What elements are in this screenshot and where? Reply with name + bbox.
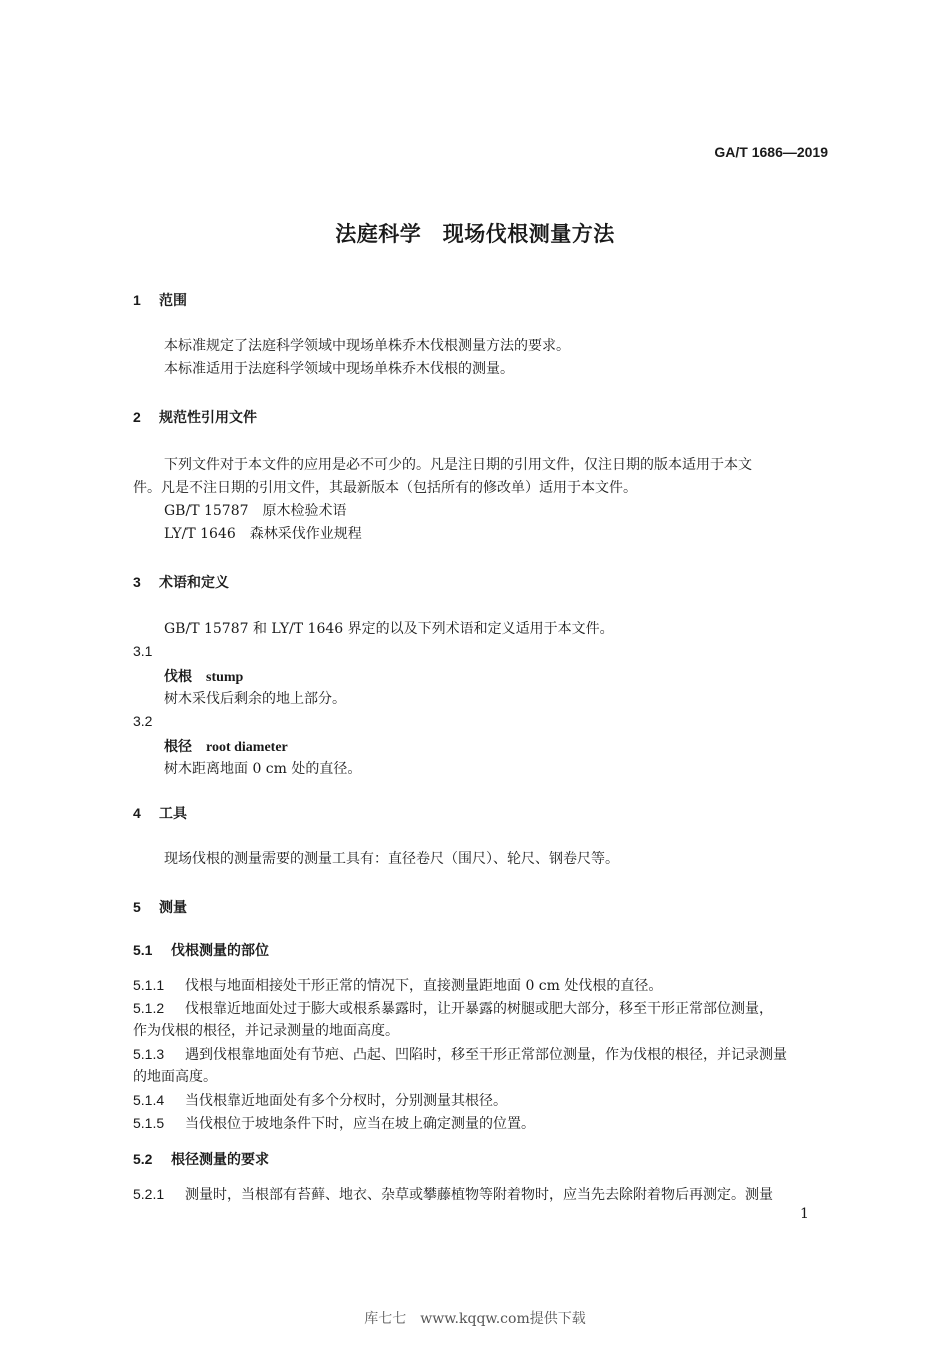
- term-zh: 根径: [164, 739, 192, 755]
- section-2-heading: [133, 407, 257, 427]
- reference-item: LY/T 1646 森林采伐作业规程: [164, 526, 362, 542]
- paragraph: 本标准规定了法庭科学领域中现场单株乔木伐根测量方法的要求。: [164, 338, 570, 354]
- section-5-heading: [133, 897, 187, 917]
- clause-number: 5.1.2: [133, 1000, 165, 1016]
- clause-5-1-3: [133, 1043, 787, 1066]
- section-number: 5: [133, 899, 141, 915]
- section-number: 2: [133, 409, 141, 425]
- paragraph-line: 下列文件对于本文件的应用是必不可少的。凡是注日期的引用文件，仅注日期的版本适用于本文: [164, 457, 752, 473]
- section-title: 术语和定义: [159, 575, 229, 591]
- standard-code: GA/T 1686—2019: [714, 144, 828, 160]
- clause-number: 5.1.4: [133, 1092, 165, 1108]
- subsection-title: 根径测量的要求: [171, 1152, 269, 1168]
- subsection-number: 5.2: [133, 1151, 153, 1167]
- section-title: 范围: [159, 293, 187, 309]
- clause-continuation: 的地面高度。: [133, 1069, 217, 1085]
- clause-number: 5.1.3: [133, 1046, 165, 1062]
- subsection-title: 伐根测量的部位: [171, 943, 269, 959]
- clause-5-1-1: [133, 974, 662, 997]
- clause-5-2-1: [133, 1183, 773, 1206]
- clause-continuation: 作为伐根的根径，并记录测量的地面高度。: [133, 1023, 399, 1039]
- clause-number: 5.1.1: [133, 977, 165, 993]
- term-definition: 树木距离地面 0 cm 处的直径。: [164, 761, 362, 777]
- clause-5-1-2: [133, 997, 773, 1020]
- term-en: stump: [206, 670, 244, 685]
- paragraph: 本标准适用于法庭科学领域中现场单株乔木伐根的测量。: [164, 361, 514, 377]
- clause-5-1-4: [133, 1089, 507, 1112]
- subsection-5-1-heading: [133, 940, 269, 960]
- section-3-heading: [133, 572, 229, 592]
- section-number: 1: [133, 292, 141, 308]
- clause-text: 当伐根位于坡地条件下时，应当在坡上确定测量的位置。: [185, 1116, 535, 1132]
- term-entry: [164, 666, 243, 686]
- clause-text: 当伐根靠近地面处有多个分杈时，分别测量其根径。: [185, 1093, 507, 1109]
- clause-text: 测量时，当根部有苔藓、地衣、杂草或攀藤植物等附着物时，应当先去除附着物后再测定。测量: [185, 1187, 773, 1203]
- section-number: 3: [133, 574, 141, 590]
- term-definition: 树木采伐后剩余的地上部分。: [164, 691, 346, 707]
- reference-item: GB/T 15787 原木检验术语: [164, 503, 347, 519]
- term-number: 3.2: [133, 713, 153, 729]
- section-number: 4: [133, 805, 141, 821]
- clause-text: 遇到伐根靠地面处有节疤、凸起、凹陷时，移至干形正常部位测量，作为伐根的根径，并记录测量: [185, 1047, 787, 1063]
- term-en: root diameter: [206, 740, 288, 755]
- section-1-heading: [133, 290, 187, 310]
- section-title: 规范性引用文件: [159, 410, 257, 426]
- download-footer: 库七七 www.kqqw.com提供下载: [364, 1311, 586, 1327]
- section-title: 工具: [159, 806, 187, 822]
- clause-text: 伐根与地面相接处干形正常的情况下，直接测量距地面 0 cm 处伐根的直径。: [185, 978, 663, 994]
- paragraph-line: 件。凡是不注日期的引用文件，其最新版本（包括所有的修改单）适用于本文件。: [133, 480, 637, 496]
- clause-number: 5.2.1: [133, 1186, 165, 1202]
- paragraph: 现场伐根的测量需要的测量工具有：直径卷尺（围尺）、轮尺、钢卷尺等。: [164, 851, 619, 867]
- subsection-number: 5.1: [133, 942, 153, 958]
- section-4-heading: [133, 803, 187, 823]
- clause-text: 伐根靠近地面处过于膨大或根系暴露时，让开暴露的树腿或肥大部分，移至干形正常部位测量，: [185, 1001, 773, 1017]
- term-zh: 伐根: [164, 669, 192, 685]
- term-number: 3.1: [133, 643, 153, 659]
- paragraph: GB/T 15787 和 LY/T 1646 界定的以及下列术语和定义适用于本文件。: [164, 621, 614, 637]
- term-entry: [164, 736, 288, 756]
- subsection-5-2-heading: [133, 1149, 269, 1169]
- clause-5-1-5: [133, 1112, 535, 1135]
- clause-number: 5.1.5: [133, 1115, 165, 1131]
- document-title: 法庭科学 现场伐根测量方法: [335, 222, 615, 246]
- section-title: 测量: [159, 900, 187, 916]
- page-number: 1: [800, 1206, 809, 1222]
